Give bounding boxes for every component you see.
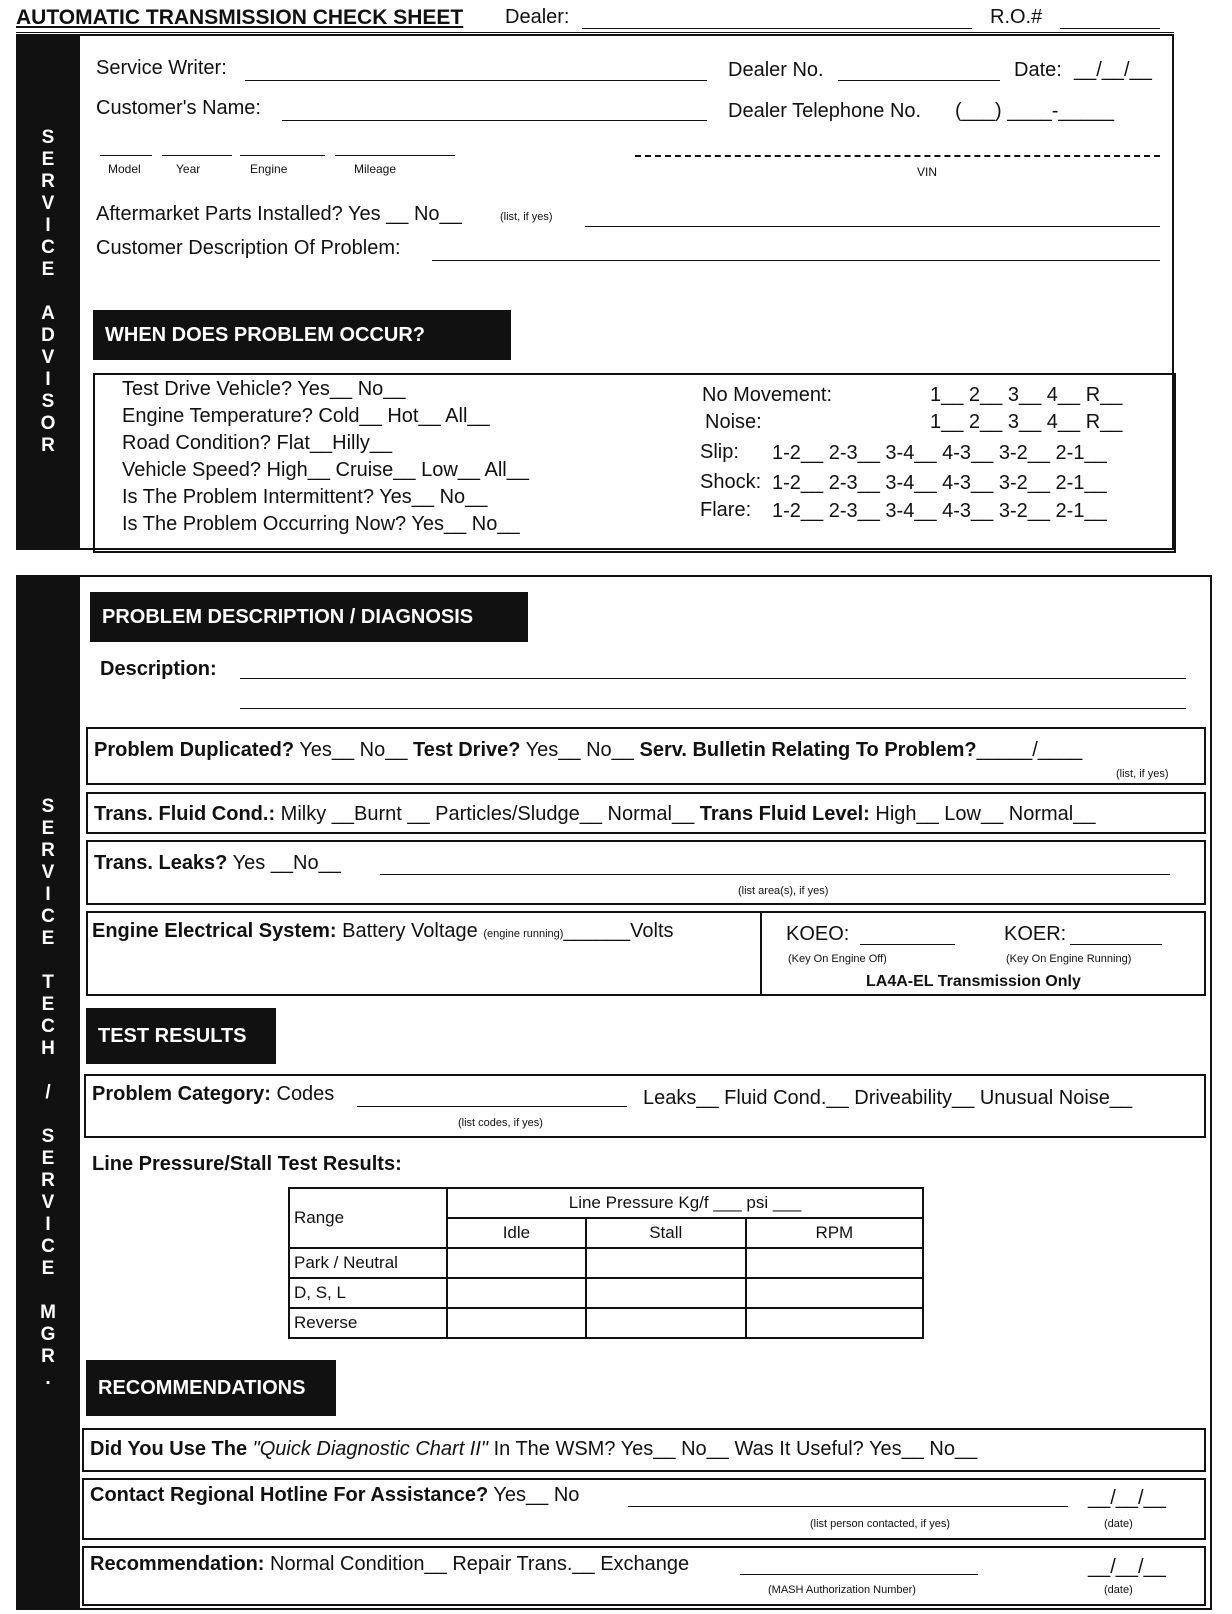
- sidebar-letter: E: [41, 1257, 55, 1279]
- koer-label: KOER:: [1004, 923, 1067, 945]
- ro-field[interactable]: [1060, 28, 1160, 29]
- sidebar-letter: C: [41, 905, 55, 927]
- sidebar-letter: .: [45, 1367, 51, 1389]
- sidebar-letter: E: [41, 259, 55, 280]
- electrical-divider: [760, 911, 762, 996]
- sidebar-letter: E: [41, 149, 55, 170]
- category-row[interactable]: Problem Category: Codes: [92, 1083, 335, 1105]
- sidebar-letter: V: [41, 1191, 55, 1213]
- fluid-row[interactable]: Trans. Fluid Cond.: Milky __Burnt __ Particles/Sludge__ Normal__ Trans Fluid Level: High__ Low__ Normal__: [94, 803, 1096, 825]
- shock-label: Shock:: [700, 471, 762, 493]
- hotline-note: (list person contacted, if yes): [810, 1518, 951, 1530]
- sidebar-letter: I: [45, 883, 51, 905]
- range-reverse: Reverse: [289, 1308, 447, 1338]
- aftermarket-note: (list, if yes): [500, 211, 553, 223]
- duplicated-row[interactable]: Problem Duplicated? Yes__ No__ Test Drive? Yes__ No__ Serv. Bulletin Relating To Problem?_____/____: [94, 739, 1083, 761]
- test-results-banner: TEST RESULTS: [86, 1008, 276, 1064]
- engine-field[interactable]: [240, 155, 325, 156]
- sidebar-letter: E: [41, 1147, 55, 1169]
- stall-cell[interactable]: [586, 1248, 746, 1278]
- hotline-row[interactable]: Contact Regional Hotline For Assistance? Yes__ No: [90, 1484, 580, 1506]
- koeo-label: KOEO:: [786, 923, 850, 945]
- sidebar-service-tech: [16, 575, 80, 1610]
- sidebar-service-advisor: [16, 34, 80, 550]
- flare-shifts[interactable]: 1-2__ 2-3__ 3-4__ 4-3__ 3-2__ 2-1__: [772, 500, 1107, 522]
- leaks-note: (list area(s), if yes): [738, 885, 829, 897]
- aftermarket-field[interactable]: [585, 226, 1160, 227]
- sidebar-letter: S: [41, 1125, 55, 1147]
- no-movement-label: No Movement:: [702, 384, 833, 406]
- slip-label: Slip:: [700, 441, 739, 463]
- sidebar-letter: T: [42, 971, 54, 993]
- line-pressure-label: Line Pressure/Stall Test Results:: [92, 1153, 402, 1175]
- sidebar-letter: I: [45, 1213, 51, 1235]
- idle-header: Idle: [447, 1218, 586, 1248]
- koer-field[interactable]: [1070, 944, 1162, 945]
- sidebar-letter: [45, 281, 50, 303]
- table-row: [289, 1248, 923, 1278]
- sidebar-letter: S: [41, 127, 55, 148]
- noise-label: Noise:: [705, 411, 762, 433]
- table-row: [289, 1278, 923, 1308]
- sidebar-letter: R: [41, 839, 55, 861]
- sidebar-letter: V: [41, 347, 55, 368]
- description-label: Description:: [100, 658, 217, 680]
- sidebar-letter: R: [41, 1345, 55, 1367]
- codes-note: (list codes, if yes): [458, 1117, 543, 1129]
- koeo-field[interactable]: [860, 944, 955, 945]
- stall-header: Stall: [586, 1218, 746, 1248]
- codes-field[interactable]: [357, 1106, 627, 1107]
- dealer-phone-field[interactable]: (___) ____-_____: [955, 100, 1115, 122]
- header-rule: [16, 32, 1174, 33]
- sidebar-letter: [45, 1104, 50, 1126]
- engine-temperature[interactable]: Engine Temperature? Cold__ Hot__ All__: [122, 405, 490, 427]
- dealer-no-field[interactable]: [838, 80, 1000, 81]
- category-options[interactable]: Leaks__ Fluid Cond.__ Driveability__ Unusual Noise__: [643, 1087, 1133, 1109]
- customer-desc-label: Customer Description Of Problem:: [96, 237, 401, 259]
- date-label: Date:: [1014, 59, 1062, 81]
- leaks-row[interactable]: Trans. Leaks? Yes __No__: [94, 852, 341, 874]
- description-field-2[interactable]: [240, 708, 1186, 709]
- duplicated-note: (list, if yes): [1116, 768, 1169, 780]
- service-writer-field[interactable]: [245, 80, 707, 81]
- stall-cell[interactable]: [586, 1308, 746, 1338]
- description-field-1[interactable]: [240, 678, 1186, 679]
- customer-desc-field[interactable]: [432, 260, 1160, 261]
- model-field[interactable]: [100, 155, 152, 156]
- mileage-label: Mileage: [354, 162, 397, 176]
- rpm-cell[interactable]: [746, 1248, 923, 1278]
- sidebar-letter: [45, 1280, 50, 1302]
- sidebar-letter: M: [40, 1301, 56, 1323]
- sidebar-letter: H: [41, 1037, 55, 1059]
- page-title: AUTOMATIC TRANSMISSION CHECK SHEET: [16, 6, 464, 29]
- table-row: [289, 1308, 923, 1338]
- mash-field[interactable]: [740, 1574, 978, 1575]
- sidebar-letter: E: [41, 817, 55, 839]
- recommendation-date-note: (date): [1104, 1584, 1133, 1596]
- sidebar-letter: O: [40, 413, 56, 434]
- line-pressure-table: [288, 1187, 924, 1339]
- year-label: Year: [176, 162, 201, 176]
- customer-name-label: Customer's Name:: [96, 97, 261, 119]
- sidebar-letter: [45, 1060, 50, 1082]
- vehicle-speed[interactable]: Vehicle Speed? High__ Cruise__ Low__ All__: [122, 459, 529, 481]
- idle-cell[interactable]: [447, 1308, 586, 1338]
- road-condition[interactable]: Road Condition? Flat__Hilly__: [122, 432, 393, 454]
- lp-header: Line Pressure Kg/f ___ psi ___: [447, 1188, 923, 1218]
- dealer-no-label: Dealer No.: [728, 59, 824, 81]
- stall-cell[interactable]: [586, 1278, 746, 1308]
- rpm-header: RPM: [746, 1218, 923, 1248]
- when-left-list: [122, 376, 529, 538]
- sidebar-letter: G: [40, 1323, 56, 1345]
- rpm-cell[interactable]: [746, 1278, 923, 1308]
- sidebar-letter: S: [41, 795, 55, 817]
- sidebar-letter: C: [41, 1235, 55, 1257]
- no-movement-gears[interactable]: 1__ 2__ 3__ 4__ R__: [930, 384, 1123, 406]
- year-field[interactable]: [162, 155, 232, 156]
- model-label: Model: [108, 162, 141, 176]
- dealer-field[interactable]: [582, 28, 972, 29]
- dealer-label: Dealer:: [505, 6, 570, 28]
- noise-gears[interactable]: 1__ 2__ 3__ 4__ R__: [930, 411, 1123, 433]
- sidebar-letter: D: [41, 325, 55, 346]
- sidebar-letter: S: [41, 391, 55, 412]
- customer-name-field[interactable]: [282, 120, 707, 121]
- vin-field[interactable]: [635, 155, 1160, 157]
- sidebar-letter: A: [41, 303, 55, 324]
- sidebar-letter: R: [41, 171, 55, 192]
- engine-label: Engine: [250, 162, 288, 176]
- idle-cell[interactable]: [447, 1248, 586, 1278]
- slip-shifts[interactable]: 1-2__ 2-3__ 3-4__ 4-3__ 3-2__ 2-1__: [772, 442, 1107, 464]
- koer-note: (Key On Engine Running): [1006, 953, 1132, 965]
- sidebar-letter: R: [41, 435, 55, 456]
- when-banner: WHEN DOES PROBLEM OCCUR?: [93, 310, 511, 360]
- sidebar-letter: I: [45, 215, 51, 236]
- aftermarket-label: Aftermarket Parts Installed? Yes __ No__: [96, 203, 462, 225]
- dealer-phone-label: Dealer Telephone No.: [728, 100, 922, 122]
- range-dsl: D, S, L: [289, 1278, 447, 1308]
- electrical-row[interactable]: Engine Electrical System: Battery Voltage (engine running)______Volts: [92, 920, 674, 942]
- flare-label: Flare:: [700, 499, 752, 521]
- service-writer-label: Service Writer:: [96, 57, 227, 79]
- koeo-note: (Key On Engine Off): [788, 953, 887, 965]
- sidebar-letter: E: [41, 927, 55, 949]
- diagnosis-banner: PROBLEM DESCRIPTION / DIAGNOSIS: [90, 592, 528, 642]
- shock-shifts[interactable]: 1-2__ 2-3__ 3-4__ 4-3__ 3-2__ 2-1__: [772, 472, 1107, 494]
- ro-label: R.O.#: [990, 6, 1043, 28]
- hotline-date-note: (date): [1104, 1518, 1133, 1530]
- hotline-date[interactable]: __/__/__: [1088, 1487, 1166, 1509]
- sidebar-letter: V: [41, 861, 55, 883]
- vin-label: VIN: [917, 165, 938, 179]
- quick-chart-row[interactable]: Did You Use The "Quick Diagnostic Chart II" In The WSM? Yes__ No__ Was It Useful? Yes__ No__: [90, 1438, 978, 1460]
- problem-intermittent[interactable]: Is The Problem Intermittent? Yes__ No__: [122, 486, 488, 508]
- la4a-note: LA4A-EL Transmission Only: [866, 973, 1081, 990]
- hotline-field[interactable]: [628, 1506, 1068, 1507]
- sidebar-letter: C: [41, 237, 55, 258]
- recommendation-date[interactable]: __/__/__: [1088, 1556, 1166, 1578]
- sidebar-letter: I: [45, 369, 51, 390]
- sidebar-letter: R: [41, 1169, 55, 1191]
- sidebar-letter: V: [41, 193, 55, 214]
- idle-cell[interactable]: [447, 1278, 586, 1308]
- sidebar-letter: E: [41, 993, 55, 1015]
- range-header: Range: [289, 1188, 447, 1248]
- mash-note: (MASH Authorization Number): [768, 1584, 916, 1596]
- mileage-field[interactable]: [335, 155, 455, 156]
- recommendations-banner: RECOMMENDATIONS: [86, 1360, 336, 1416]
- range-park-neutral: Park / Neutral: [289, 1248, 447, 1278]
- rpm-cell[interactable]: [746, 1308, 923, 1338]
- sidebar-letter: [45, 950, 50, 972]
- test-drive-vehicle[interactable]: Test Drive Vehicle? Yes__ No__: [122, 378, 406, 400]
- problem-occurring-now[interactable]: Is The Problem Occurring Now? Yes__ No__: [122, 513, 520, 535]
- sidebar-letter: C: [41, 1015, 55, 1037]
- date-field[interactable]: __/__/__: [1074, 59, 1152, 81]
- sidebar-letter: /: [45, 1081, 51, 1103]
- leaks-field[interactable]: [380, 874, 1170, 875]
- recommendation-row[interactable]: Recommendation: Normal Condition__ Repair Trans.__ Exchange: [90, 1553, 690, 1575]
